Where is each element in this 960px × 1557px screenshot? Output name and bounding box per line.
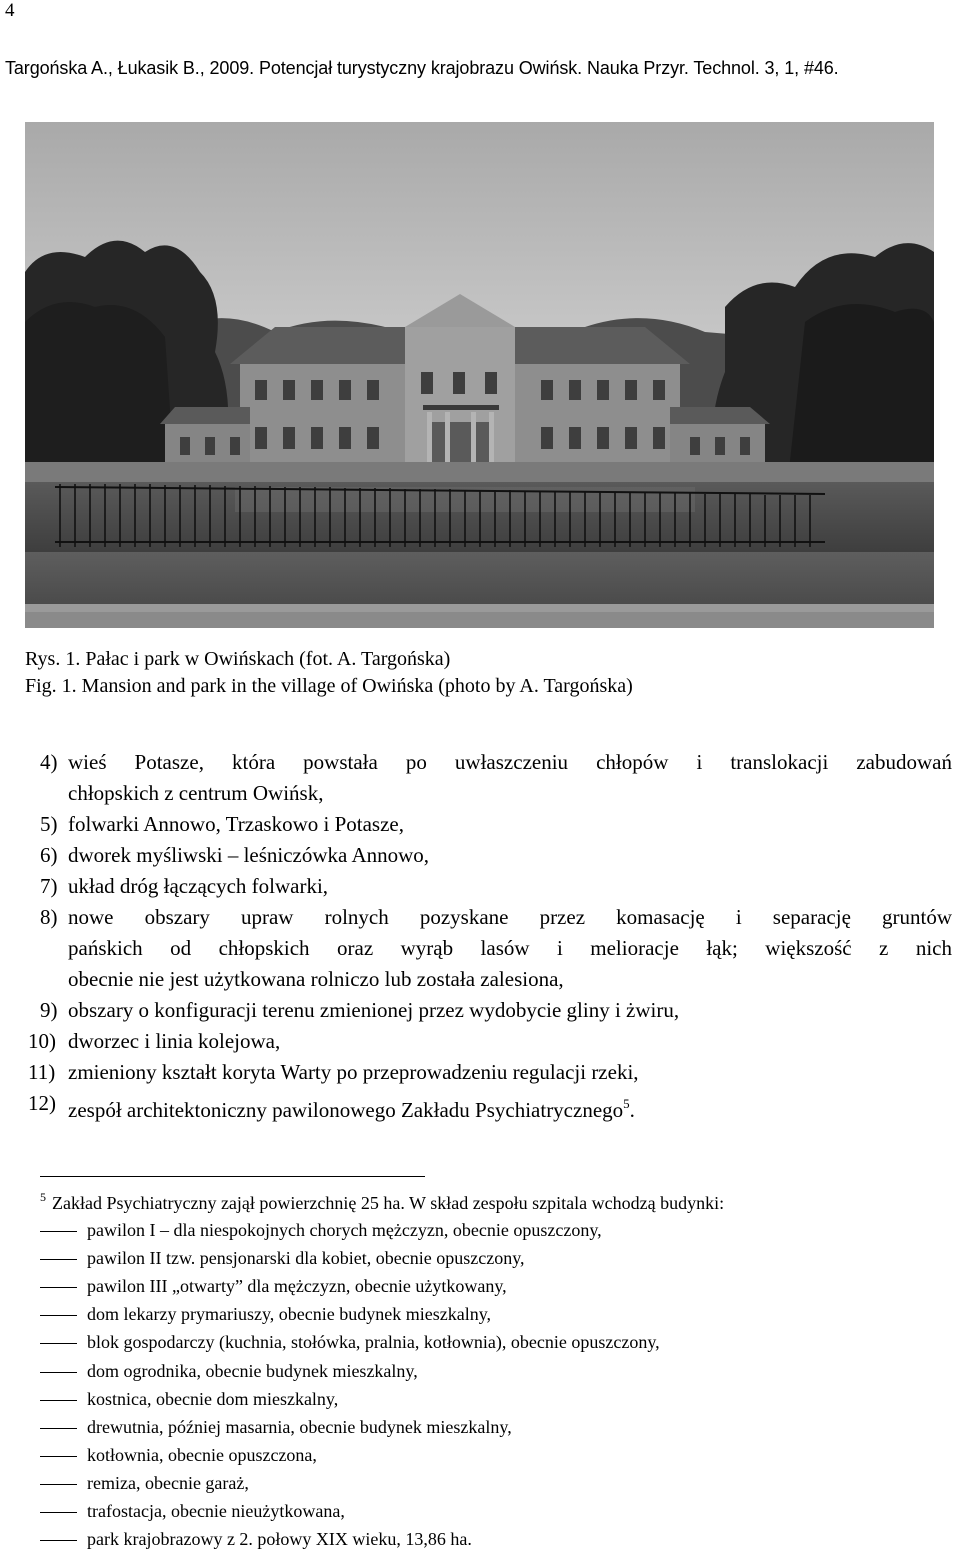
page-number: 4 bbox=[5, 0, 15, 21]
list-item bbox=[28, 1088, 635, 1126]
footnote-list-item-text: pawilon III „otwarty” dla mężczyzn, obecnie użytkowany, bbox=[87, 1276, 507, 1297]
dash-bullet bbox=[40, 1484, 77, 1485]
mansion-photo bbox=[25, 122, 934, 628]
dash-bullet bbox=[40, 1259, 77, 1260]
footnote-list-item-text: kotłownia, obecnie opuszczona, bbox=[87, 1444, 317, 1465]
list-item bbox=[40, 809, 404, 840]
footnote-intro bbox=[40, 1190, 724, 1214]
list-item bbox=[28, 1026, 280, 1057]
list-item-number: 10) bbox=[28, 1029, 56, 1053]
footnote-list-item-text: drewutnia, później masarnia, obecnie budynek mieszkalny, bbox=[87, 1416, 512, 1437]
list-item bbox=[40, 995, 679, 1026]
list-item-text: obszary o konfiguracji terenu zmienionej przez wydobycie gliny i żwiru, bbox=[68, 998, 680, 1022]
list-item-text: folwarki Annowo, Trzaskowo i Potasze, bbox=[68, 812, 404, 836]
list-item bbox=[40, 747, 952, 809]
list-item-text: zmieniony kształt koryta Warty po przeprowadzeniu regulacji rzeki, bbox=[68, 1060, 639, 1084]
list-item-text: pańskich od chłopskich oraz wyrąb lasów i melioracje łąk; większość z nich bbox=[68, 936, 952, 960]
dash-bullet bbox=[40, 1372, 77, 1373]
list-item-number: 6) bbox=[40, 843, 58, 867]
footnote-intro-text: Zakład Psychiatryczny zajął powierzchnię 25 ha. W skład zespołu szpitala wchodzą budynki: bbox=[52, 1193, 725, 1213]
list-item-number: 12) bbox=[28, 1091, 56, 1115]
dash-bullet bbox=[40, 1287, 77, 1288]
footnote-list-item-text: dom lekarzy prymariuszy, obecnie budynek mieszkalny, bbox=[87, 1304, 492, 1325]
footnote-list-item-text: trafostacja, obecnie nieużytkowana, bbox=[87, 1501, 345, 1521]
footnote-separator bbox=[40, 1176, 425, 1177]
list-item-text: zespół architektoniczny pawilonowego Zakładu Psychiatrycznego bbox=[68, 1098, 624, 1122]
list-item-text: układ dróg łączących folwarki, bbox=[68, 874, 329, 898]
footnote-list-item-text: pawilon I – dla niespokojnych chorych mężczyzn, obecnie opuszczony, bbox=[87, 1220, 602, 1240]
list-item bbox=[28, 1057, 639, 1088]
footnote-list-item-text: park krajobrazowy z 2. połowy XIX wieku, 13,86 ha. bbox=[87, 1529, 472, 1550]
list-item-text: dworek myśliwski – leśniczówka Annowo, bbox=[68, 843, 430, 867]
dash-bullet bbox=[40, 1512, 77, 1513]
dash-bullet bbox=[40, 1540, 77, 1541]
dash-bullet bbox=[40, 1428, 77, 1429]
list-item-number: 4) bbox=[40, 750, 58, 774]
list-item-text: nowe obszary upraw rolnych pozyskane przez komasację i separację gruntów bbox=[68, 905, 952, 929]
footnote-list-item-text: dom ogrodnika, obecnie budynek mieszkalny, bbox=[87, 1360, 418, 1381]
list-item-text: obecnie nie jest użytkowana rolniczo lub została zalesiona, bbox=[68, 967, 564, 991]
list-item-number: 11) bbox=[28, 1060, 56, 1084]
footnote-list-item-text: blok gospodarczy (kuchnia, stołówka, pralnia, kotłownia), obecnie opuszczony, bbox=[87, 1332, 660, 1353]
dash-bullet bbox=[40, 1456, 77, 1457]
footnote-list-item-text: pawilon II tzw. pensjonarski dla kobiet, obecnie opuszczony, bbox=[87, 1248, 525, 1269]
dash-bullet bbox=[40, 1400, 77, 1401]
list-item-text: dworzec i linia kolejowa, bbox=[68, 1029, 281, 1053]
list-item-number: 8) bbox=[40, 905, 58, 929]
footnote-list-item-text: kostnica, obecnie dom mieszkalny, bbox=[87, 1388, 339, 1409]
footnote-marker: 5 bbox=[40, 1190, 46, 1204]
dash-bullet bbox=[40, 1315, 77, 1316]
figure-caption-english: Fig. 1. Mansion and park in the village of Owińska (photo by A. Targońska) bbox=[25, 675, 633, 697]
dash-bullet bbox=[40, 1343, 77, 1344]
dash-bullet bbox=[40, 1231, 77, 1232]
list-item-number: 9) bbox=[40, 998, 58, 1022]
list-item-text-end: . bbox=[629, 1098, 635, 1122]
list-item-number: 7) bbox=[40, 874, 58, 898]
list-item-text: wieś Potasze, która powstała po uwłaszczeniu chłopów i translokacji zabudowań bbox=[68, 750, 952, 774]
figure-caption-polish: Rys. 1. Pałac i park w Owińskach (fot. A. Targońska) bbox=[25, 648, 451, 670]
list-item bbox=[40, 871, 328, 902]
citation-header: Targońska A., Łukasik B., 2009. Potencjał turystyczny krajobrazu Owińsk. Nauka Przyr. Technol. 3, 1, #46. bbox=[5, 58, 839, 78]
list-item-text: chłopskich z centrum Owińsk, bbox=[68, 781, 324, 805]
list-item bbox=[40, 840, 429, 871]
footnote-list-item-text: remiza, obecnie garaż, bbox=[87, 1472, 249, 1493]
list-item bbox=[40, 902, 952, 995]
list-item-number: 5) bbox=[40, 812, 58, 836]
footnote-reference[interactable]: 5 bbox=[623, 1096, 630, 1111]
